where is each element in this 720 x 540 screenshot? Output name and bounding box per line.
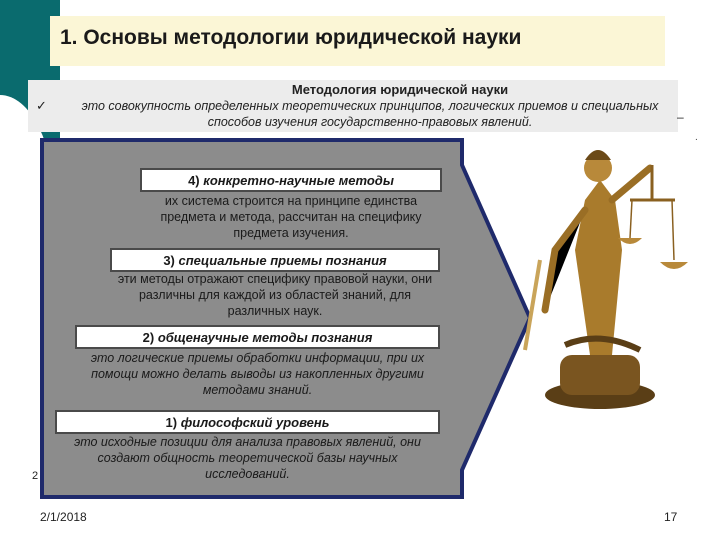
level-1-header: 1) философский уровень bbox=[55, 410, 440, 434]
level-4-text: их система строится на принципе единства предмета и метода, рассчитан на специфику предмета изучения. bbox=[160, 194, 422, 240]
level-3-text: эти методы отражают специфику правовой науки, они различны для каждой из областей знаний, для различных наук. bbox=[117, 272, 433, 318]
level-1-text: это исходные позиции для анализа правовых явлений, они создают общность теоретической базы научных исследований. bbox=[74, 435, 421, 481]
stray-slide-number: 2 bbox=[32, 470, 39, 482]
definition-text: это совокупность определенных теоретических принципов, логических приемов и специальных способов изучения государственно-правовых явлений. bbox=[81, 99, 659, 129]
footer-date: 2/1/2018 bbox=[40, 510, 87, 524]
level-3-header: 3) специальные приемы познания bbox=[110, 248, 440, 272]
dot-mark: . bbox=[695, 132, 698, 143]
level-4-header: 4) конкретно-научные методы bbox=[140, 168, 442, 192]
slide-page-number: 17 bbox=[664, 510, 678, 524]
check-mark-icon: ✓ bbox=[36, 98, 47, 113]
dash-mark: – bbox=[677, 110, 684, 124]
slide-title: 1. Основы методологии юридической науки bbox=[60, 26, 522, 49]
level-2-header: 2) общенаучные методы познания bbox=[75, 325, 440, 349]
level-2-text: это логические приемы обработки информации, при их помощи можно делать выводы из накопленных другими методами знаний. bbox=[90, 351, 425, 397]
definition-heading: Методология юридической науки bbox=[291, 82, 509, 97]
themis-statue-image bbox=[525, 150, 688, 409]
